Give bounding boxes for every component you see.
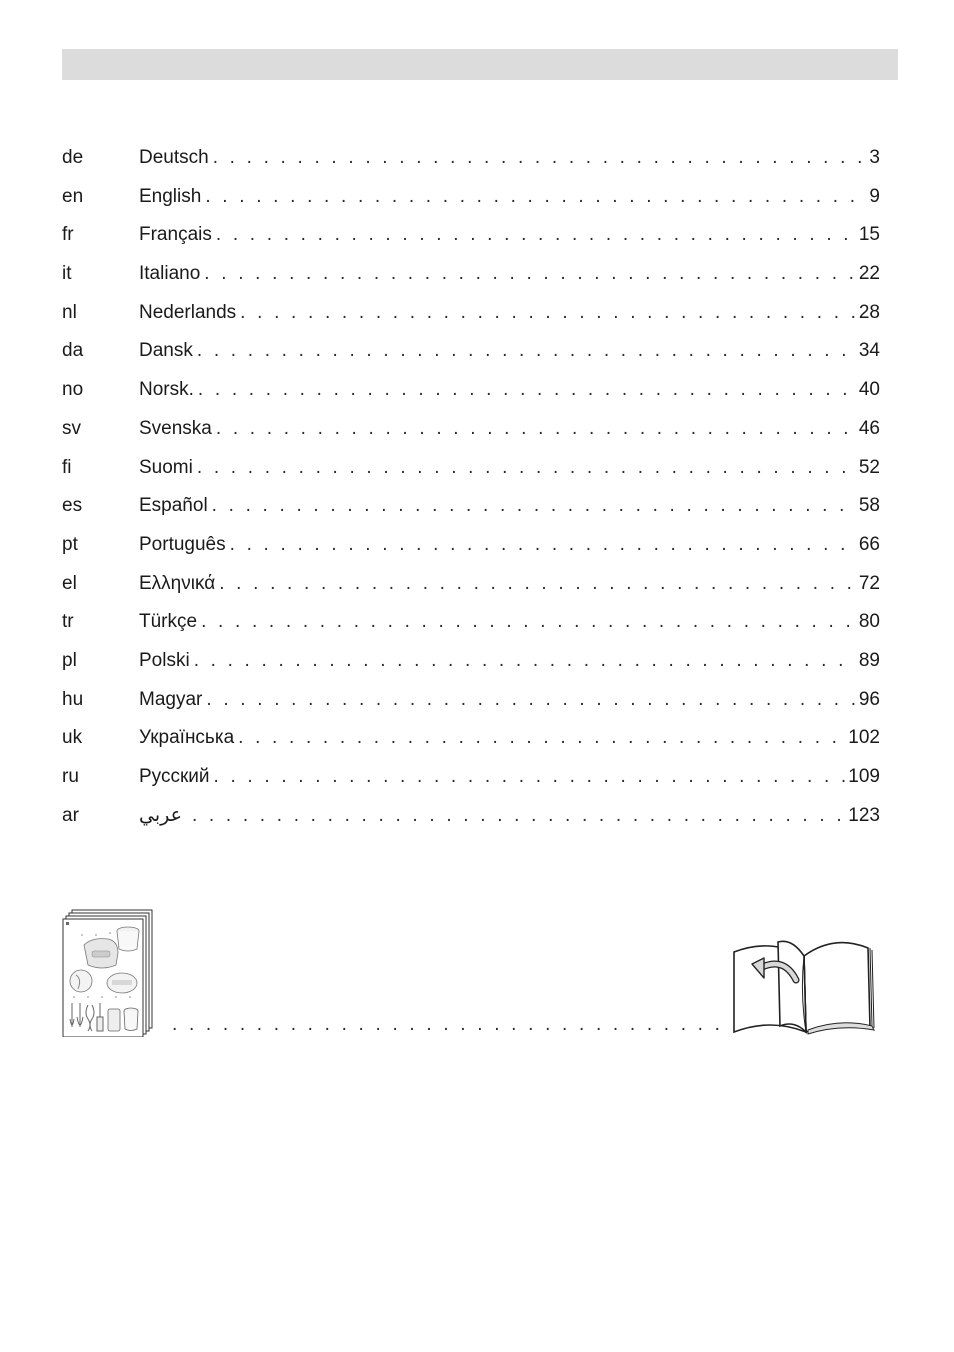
dot-leader <box>192 797 845 835</box>
language-name: Português <box>139 533 226 555</box>
page-number: 89 <box>858 649 880 671</box>
figure-dot-leader <box>172 1014 728 1044</box>
page-number: 46 <box>858 417 880 439</box>
language-name: Svenska <box>139 417 212 439</box>
toc-entry-de[interactable] <box>62 139 880 178</box>
toc-entry-en[interactable] <box>62 178 880 217</box>
language-code: tr <box>62 611 74 633</box>
page-number: 66 <box>858 533 880 555</box>
language-code: nl <box>62 301 77 323</box>
dot-leader <box>201 603 856 641</box>
toc-entry-da[interactable] <box>62 332 880 371</box>
page-number: 3 <box>869 147 880 168</box>
page-number: 52 <box>858 456 880 478</box>
page-number: 40 <box>858 379 880 401</box>
language-name: عربي <box>139 804 182 826</box>
language-name: Suomi <box>139 456 193 478</box>
dot-leader <box>206 681 856 719</box>
illustrated-figure-pages-icon <box>62 909 154 1037</box>
language-code: el <box>62 572 77 594</box>
language-name: Italiano <box>139 263 201 285</box>
language-code: fi <box>62 456 72 478</box>
language-name: Українська <box>139 727 235 749</box>
language-code: de <box>62 147 84 168</box>
page-number: 34 <box>858 340 880 362</box>
toc-entry-fr[interactable] <box>62 216 880 255</box>
dot-leader <box>213 139 867 177</box>
toc-entry-hu[interactable] <box>62 681 880 720</box>
table-of-contents <box>62 139 880 835</box>
toc-entry-es[interactable] <box>62 487 880 526</box>
dot-leader <box>216 410 856 448</box>
language-code: en <box>62 185 84 207</box>
page-number: 109 <box>848 766 880 787</box>
toc-entry-no[interactable] <box>62 371 880 410</box>
language-name: Español <box>139 495 208 517</box>
toc-entry-pt[interactable] <box>62 526 880 565</box>
language-code: fr <box>62 224 74 246</box>
language-name: Français <box>139 224 212 246</box>
fold-out-book-icon <box>730 934 878 1036</box>
language-code: no <box>62 379 84 401</box>
page-number: 9 <box>869 185 880 207</box>
page-number: 102 <box>848 727 880 749</box>
toc-entry-pl[interactable] <box>62 642 880 681</box>
language-name: Magyar <box>139 688 203 710</box>
dot-leader <box>212 487 856 525</box>
dot-leader <box>238 719 845 757</box>
dot-leader <box>197 449 856 487</box>
dot-leader <box>194 642 856 680</box>
toc-entry-ar[interactable] <box>62 797 880 836</box>
toc-entry-nl[interactable] <box>62 294 880 333</box>
language-code: sv <box>62 417 81 439</box>
page-number: 58 <box>858 495 880 517</box>
language-name: Polski <box>139 649 190 671</box>
page-number: 72 <box>858 572 880 594</box>
language-name: Русский <box>139 766 210 787</box>
toc-entry-ru[interactable] <box>62 758 880 797</box>
language-code: es <box>62 495 83 517</box>
toc-entry-tr[interactable] <box>62 603 880 642</box>
language-code: it <box>62 263 72 285</box>
language-name: Nederlands <box>139 301 237 323</box>
page-number: 80 <box>858 611 880 633</box>
dot-leader <box>240 294 856 332</box>
dot-leader <box>230 526 856 564</box>
language-name: Deutsch <box>139 147 209 168</box>
language-name: English <box>139 185 202 207</box>
language-code: da <box>62 340 84 362</box>
dot-leader <box>205 178 866 216</box>
language-name: Türkçe <box>139 611 198 633</box>
dot-leader <box>198 371 856 409</box>
dot-leader <box>204 255 856 293</box>
dot-leader <box>219 565 856 603</box>
language-code: ru <box>62 766 79 787</box>
language-code: ar <box>62 804 79 826</box>
toc-entry-el[interactable] <box>62 565 880 604</box>
dot-leader <box>216 216 856 254</box>
dot-leader <box>214 758 846 796</box>
page-number: 15 <box>858 224 880 246</box>
toc-entry-it[interactable] <box>62 255 880 294</box>
page-number: 123 <box>848 804 880 826</box>
toc-entry-fi[interactable] <box>62 449 880 488</box>
language-name: Ελληνικά <box>139 572 216 594</box>
toc-entry-uk[interactable] <box>62 719 880 758</box>
toc-entry-sv[interactable] <box>62 410 880 449</box>
language-name: Norsk. <box>139 379 194 401</box>
language-code: uk <box>62 727 83 749</box>
dot-leader <box>197 332 856 370</box>
page-number: 96 <box>858 688 880 710</box>
language-code: pt <box>62 533 78 555</box>
header-bar <box>62 49 898 80</box>
language-name: Dansk <box>139 340 193 362</box>
page-number: 28 <box>858 301 880 323</box>
page-number: 22 <box>858 263 880 285</box>
language-code: pl <box>62 649 77 671</box>
language-code: hu <box>62 688 84 710</box>
